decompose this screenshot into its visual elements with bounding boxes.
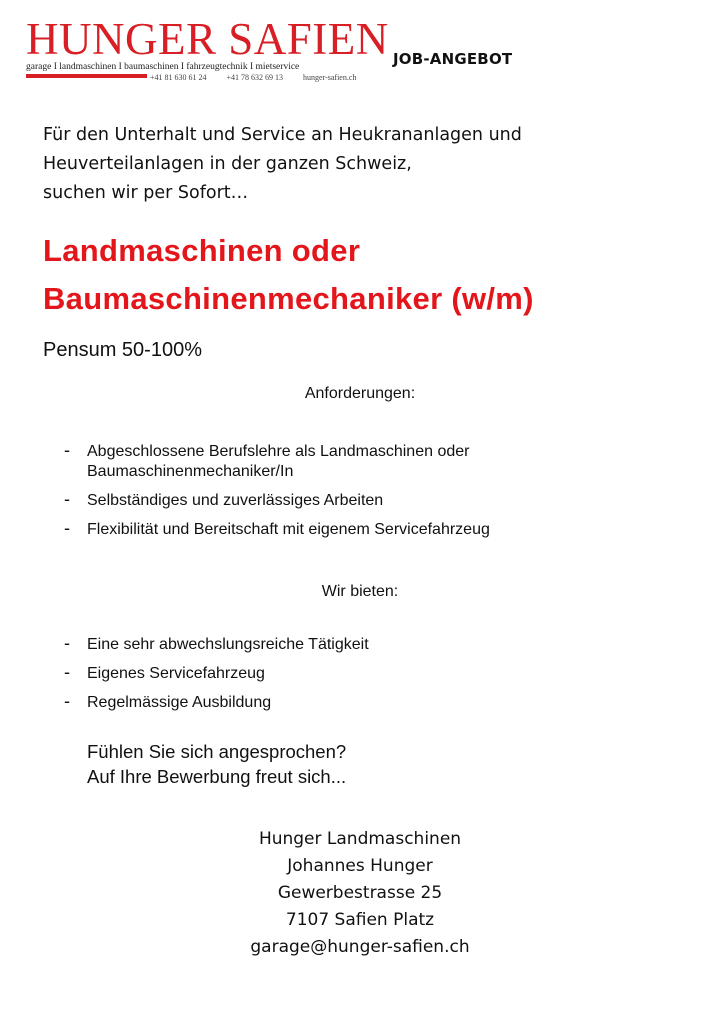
list-item-text: Flexibilität und Bereitschaft mit eigenem Servicefahrzeug <box>87 521 490 538</box>
job-title <box>43 227 703 323</box>
document-type: JOB-ANGEBOT <box>393 50 513 68</box>
workload: Pensum 50-100% <box>43 339 202 361</box>
list-item-text: Abgeschlossene Berufslehre als Landmaschinen oder Baumaschinenmechaniker/In <box>87 443 470 480</box>
company-logo <box>26 14 389 82</box>
intro-line: Für den Unterhalt und Service an Heukrananlagen und <box>43 125 522 145</box>
requirements-title: Anforderungen: <box>304 385 416 402</box>
list-item-text: Regelmässige Ausbildung <box>87 694 272 711</box>
offer-list <box>64 635 664 722</box>
offer-title: Wir bieten: <box>321 583 399 600</box>
contact-city: 7107 Safien Platz <box>285 910 435 930</box>
list-item <box>64 442 664 482</box>
logo-phone-2: +41 78 632 69 13 <box>226 73 284 82</box>
dash-bullet: - <box>64 662 70 682</box>
logo-red-bar <box>26 74 147 78</box>
closing-line: Fühlen Sie sich angesprochen? <box>87 741 347 762</box>
list-item <box>64 520 664 540</box>
dash-bullet: - <box>64 691 70 711</box>
intro-line: suchen wir per Sofort… <box>43 183 249 203</box>
logo-web: hunger-safien.ch <box>303 73 357 82</box>
closing-text <box>87 739 346 789</box>
list-item <box>64 693 664 713</box>
job-title-line: Landmaschinen oder <box>43 233 361 268</box>
contact-person: Johannes Hunger <box>287 856 433 876</box>
list-item-text: Eine sehr abwechslungsreiche Tätigkeit <box>87 636 369 653</box>
list-item <box>64 664 664 684</box>
intro-line: Heuverteilanlagen in der ganzen Schweiz, <box>43 154 412 174</box>
contact-company: Hunger Landmaschinen <box>258 829 462 849</box>
dash-bullet: - <box>64 489 70 509</box>
list-item <box>64 635 664 655</box>
intro-text <box>43 121 663 208</box>
list-item-text: Eigenes Servicefahrzeug <box>87 665 265 682</box>
logo-name: HUNGER SAFIEN <box>26 14 389 64</box>
requirements-list <box>64 442 664 549</box>
job-title-line: Baumaschinenmechaniker (w/m) <box>43 281 534 316</box>
dash-bullet: - <box>64 440 70 460</box>
contact-street: Gewerbestrasse 25 <box>277 883 443 903</box>
dash-bullet: - <box>64 633 70 653</box>
logo-phone-1: +41 81 630 61 24 <box>150 73 207 82</box>
contact-block <box>0 826 720 961</box>
dash-bullet: - <box>64 518 70 538</box>
list-item <box>64 491 664 511</box>
contact-email[interactable]: garage@hunger-safien.ch <box>250 937 470 957</box>
list-item-text: Selbständiges und zuverlässiges Arbeiten <box>87 492 384 509</box>
closing-line: Auf Ihre Bewerbung freut sich... <box>87 766 347 787</box>
logo-services: garage I landmaschinen I baumaschinen I fahrzeugtechnik I mietservice <box>26 62 300 72</box>
